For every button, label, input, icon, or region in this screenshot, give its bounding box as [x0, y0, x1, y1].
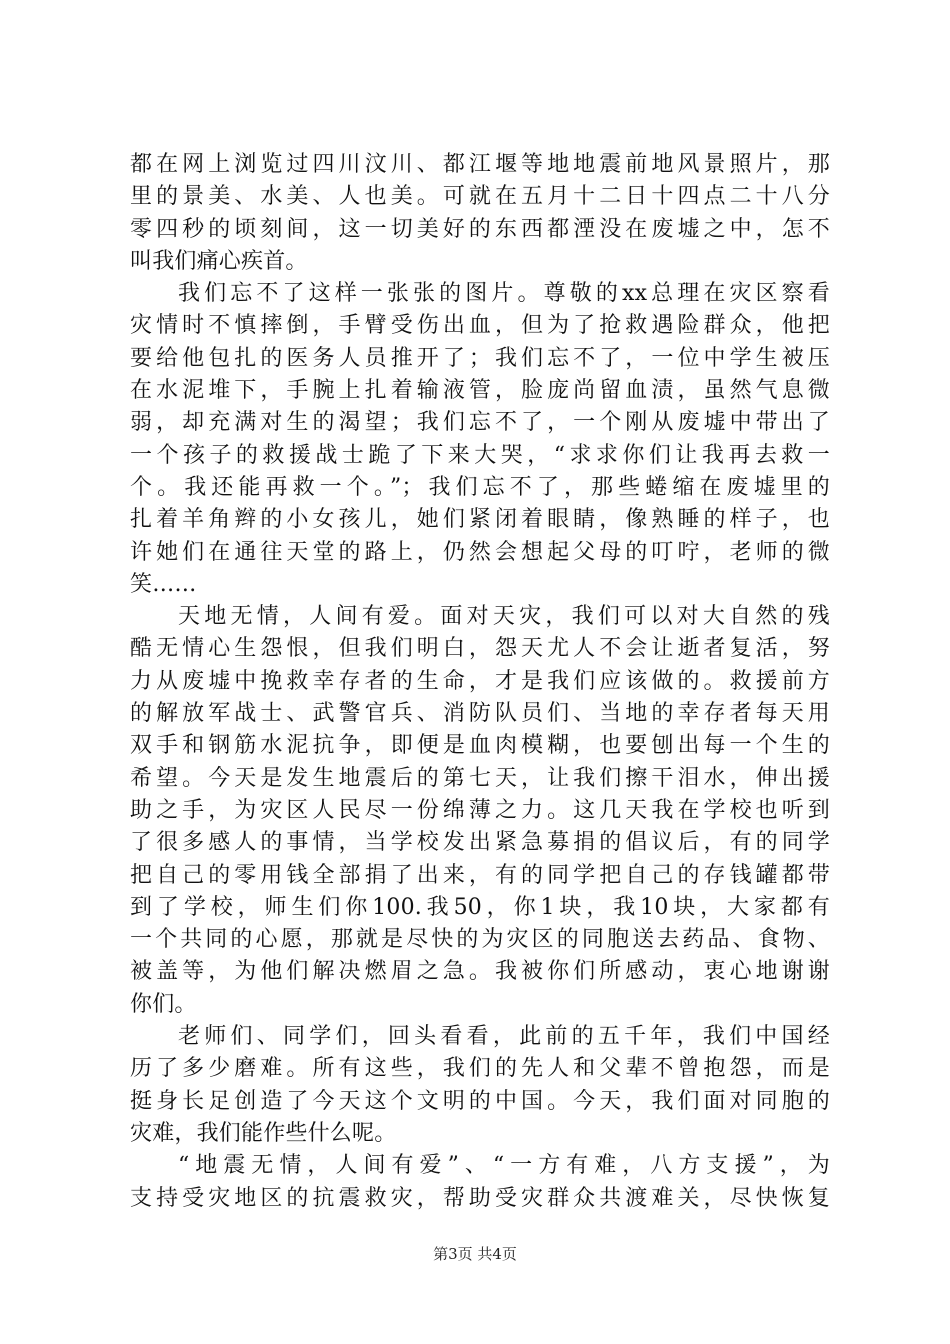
- text-line: 力从废墟中挽救幸存者的生命，才是我们应该做的。救援前方: [130, 668, 830, 694]
- paragraph: [130, 149, 830, 278]
- text-line: 里的景美、水美、人也美。可就在五月十二日十四点二十八分: [130, 184, 830, 210]
- page-footer: 第3页 共4页: [433, 1245, 517, 1263]
- text-line: 历了多少磨难。所有这些，我们的先人和父辈不曾抱怨，而是: [130, 1056, 830, 1082]
- text-line: 被盖等，为他们解决燃眉之急。我被你们所感动，衷心地谢谢: [130, 959, 830, 985]
- text-line: 到了学校，师生们你100.我50，你1块，我10块，大家都有: [130, 894, 830, 920]
- text-line: 助之手，为灾区人民尽一份绵薄之力。这几天我在学校也听到: [130, 797, 830, 823]
- text-line: 挺身长足创造了今天这个文明的中国。今天，我们面对同胞的: [130, 1088, 830, 1114]
- text-line: 一个孩子的救援战士跪了下来大哭，“求求你们让我再去救一: [130, 442, 830, 468]
- text-line: 笑……: [130, 571, 197, 597]
- body-text: [130, 149, 830, 1215]
- text-line: 支持受灾地区的抗震救灾，帮助受灾群众共渡难关，尽快恢复: [130, 1185, 830, 1211]
- text-line: 个。我还能再救一个。”；我们忘不了，那些蜷缩在废墟里的: [130, 474, 830, 500]
- paragraph: [130, 1150, 830, 1215]
- text-line: 灾情时不慎摔倒，手臂受伤出血，但为了抢救遇险群众，他把: [130, 313, 830, 339]
- text-line: 希望。今天是发生地震后的第七天，让我们擦干泪水，伸出援: [130, 765, 830, 791]
- paragraph: [130, 278, 830, 601]
- text-line: 双手和钢筋水泥抗争，即便是血肉模糊，也要刨出每一个生的: [130, 733, 830, 759]
- paragraph: [130, 1021, 830, 1150]
- text-line: 我们忘不了这样一张张的图片。尊敬的xx总理在灾区察看: [178, 281, 830, 307]
- text-line: 扎着羊角辫的小女孩儿，她们紧闭着眼睛，像熟睡的样子，也: [130, 507, 830, 533]
- text-line: 老师们、同学们，回头看看，此前的五千年，我们中国经: [178, 1024, 830, 1050]
- text-line: 在水泥堆下，手腕上扎着输液管，脸庞尚留血渍，虽然气息微: [130, 378, 830, 404]
- text-line: 天地无情，人间有爱。面对天灾，我们可以对大自然的残: [178, 604, 830, 630]
- text-line: 了很多感人的事情，当学校发出紧急募捐的倡议后，有的同学: [130, 830, 830, 856]
- text-line: 把自己的零用钱全部捐了出来，有的同学把自己的存钱罐都带: [130, 862, 830, 888]
- paragraph: [130, 601, 830, 1021]
- text-line: 弱，却充满对生的渴望；我们忘不了，一个刚从废墟中带出了: [130, 410, 830, 436]
- text-line: “地震无情，人间有爱”、“一方有难，八方支援”，为: [178, 1153, 830, 1179]
- text-line: 要给他包扎的医务人员推开了；我们忘不了，一位中学生被压: [130, 345, 830, 371]
- text-line: 许她们在通往天堂的路上，仍然会想起父母的叮咛，老师的微: [130, 539, 830, 565]
- text-line: 都在网上浏览过四川汶川、都江堰等地地震前地风景照片，那: [130, 152, 830, 177]
- text-line: 零四秒的顷刻间，这一切美好的东西都湮没在废墟之中，怎不: [130, 216, 830, 242]
- text-line: 叫我们痛心疾首。: [130, 248, 308, 274]
- text-line: 你们。: [130, 991, 197, 1017]
- text-line: 一个共同的心愿，那就是尽快的为灾区的同胞送去药品、食物、: [130, 927, 830, 953]
- text-line: 的解放军战士、武警官兵、消防队员们、当地的幸存者每天用: [130, 701, 830, 727]
- text-line: 灾难，我们能作些什么呢。: [130, 1120, 397, 1146]
- text-line: 酷无情心生怨恨，但我们明白，怨天尤人不会让逝者复活，努: [130, 636, 830, 662]
